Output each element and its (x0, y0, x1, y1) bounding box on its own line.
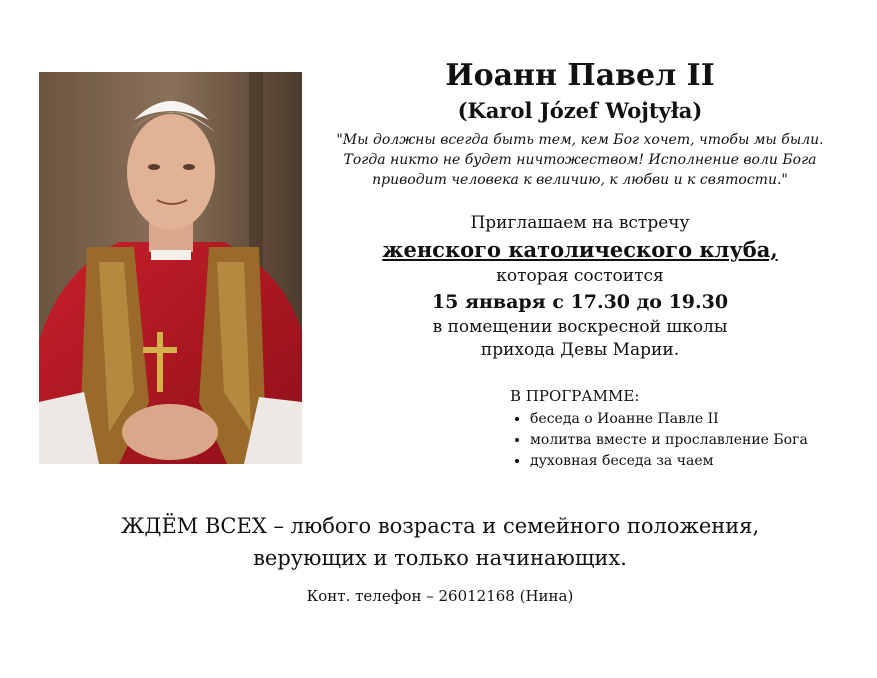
program-heading: В ПРОГРАММЕ: (510, 387, 640, 405)
program-item: • молитва вместе и прославление Бога (530, 430, 850, 451)
invite-line: Приглашаем на встречу (470, 213, 690, 233)
header-block (330, 56, 830, 190)
footer-line: ЖДЁМ ВСЕХ – любого возраста и семейного положения, (120, 514, 760, 538)
quote (330, 130, 830, 190)
program-item: • духовная беседа за чаем (530, 451, 850, 472)
page-title: Иоанн Павел II (445, 58, 715, 93)
event-place: прихода Девы Марии. (480, 340, 680, 360)
contact-phone: Конт. телефон – 26012168 (Нина) (306, 587, 574, 605)
footer (60, 510, 820, 574)
invitation (330, 212, 830, 362)
quote-line: приводит человека к величию, к любви и к святости." (372, 172, 788, 188)
page-subtitle: (Karol Józef Wojtyła) (457, 98, 703, 123)
program-list (510, 409, 850, 472)
portrait-photo (39, 72, 302, 464)
portrait-illustration (39, 72, 302, 464)
event-date: 15 января с 17.30 до 19.30 (431, 291, 729, 313)
footer-line: верующих и только начинающих. (253, 546, 627, 570)
program (510, 386, 850, 472)
invite-line: которая состоится (496, 266, 664, 286)
quote-line: Тогда никто не будет ничтожеством! Исполнение воли Бога (343, 152, 817, 168)
club-name: женского католического клуба, (382, 237, 778, 262)
program-item: • беседа о Иоанне Павле II (530, 409, 850, 430)
event-place: в помещении воскресной школы (432, 317, 728, 337)
quote-line: "Мы должны всегда быть тем, кем Бог хочет, чтобы мы были. (336, 132, 824, 148)
